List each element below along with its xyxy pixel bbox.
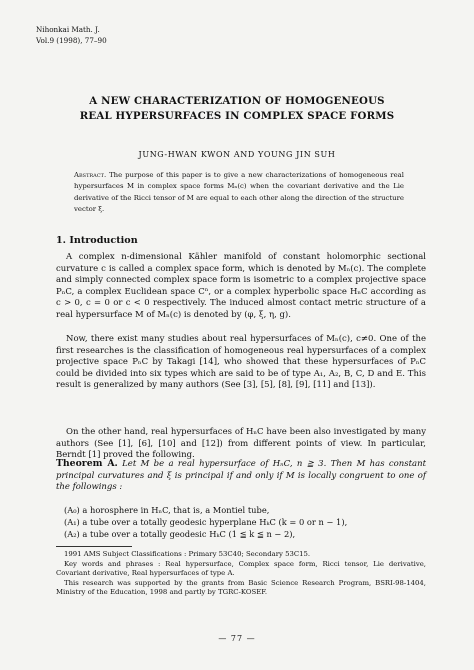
section-heading: 1. Introduction	[56, 235, 138, 246]
abstract-label: Abstract.	[74, 171, 107, 179]
paragraph-1: A complex n-dimensional Kähler manifold of constant holomorphic sectional curvature c is called a complex space form, which is denoted by Mₙ(c). The complete and simply connected complex space form is isometric to a complex projective space PₙC, a complex Euclidean space Cⁿ, or a complex hyperbolic space HₙC according as c > 0, c = 0 or c < 0 respectively. The induced almost contact metric structure of a real hypersurface M of Mₙ(c) is denoted by (φ, ξ, η, g).	[56, 252, 426, 320]
case-a2: (A₂) a tube over a totally geodesic HₖC (1 ≦ k ≦ n − 2),	[64, 529, 296, 540]
theorem-cases	[56, 504, 426, 541]
page-number: — 77 —	[218, 634, 256, 643]
journal-volume: Vol.9 (1998), 77–90	[36, 36, 107, 45]
case-a1: (A₁) a tube over a totally geodesic hyperplane HₖC (k = 0 or n − 1),	[64, 517, 348, 528]
case-a0: (A₀) a horosphere in HₙC, that is, a Montiel tube,	[64, 505, 270, 515]
paragraph-2: Now, there exist many studies about real hypersurfaces of Mₙ(c), c≠0. One of the first researches is the classification of homogeneous real hypersurfaces of a complex projective space PₙC by Takagi [14], who showed that these hypersurfaces of PₙC could be divided into six types which are said to be of type A₁, A₂, B, C, D and E. This result is generalized by many authors (See [3], [5], [8], [9], [11] and [13]).	[56, 334, 426, 391]
abstract	[74, 170, 404, 216]
theorem-label: Theorem A.	[56, 458, 118, 469]
theorem-body: Let M be a real hypersurface of HₙC, n ≧ 3. Then M has constant principal curvatures and ξ is principal if and only if M is locally congruent to one of the followings :	[56, 459, 427, 493]
journal-name: Nihonkai Math. J.	[36, 25, 100, 34]
footnotes	[56, 550, 426, 598]
footnote-funding: This research was supported by the grants from Basic Science Research Program, BSRI-98-1404, Ministry of the Education, 1998 and partly by TGRC-KOSEF.	[56, 578, 426, 597]
journal-header	[36, 24, 107, 46]
footnote-divider	[56, 546, 132, 547]
abstract-text: The purpose of this paper is to give a new characterizations of homogeneous real hypersurfaces M in complex space forms Mₙ(c) when the covariant derivative and the Lie derivative of the Ricci tensor of M are equal to each other along the direction of the structure vector ξ.	[74, 171, 404, 214]
footnote-classification: 1991 AMS Subject Classifications : Primary 53C40; Secondary 53C15.	[64, 550, 311, 558]
footnote-keywords: Key words and phrases : Real hypersurface, Complex space form, Ricci tensor, Lie derivative, Covariant derivative, Real hypersurfaces of type A.	[56, 559, 426, 578]
author-names: JUNG-HWAN KWON AND YOUNG JIN SUH	[138, 150, 336, 159]
theorem-a	[56, 458, 426, 494]
title-line-2: REAL HYPERSURFACES IN COMPLEX SPACE FORMS	[79, 110, 395, 122]
paragraph-3: On the other hand, real hypersurfaces of HₙC have been also investigated by many authors (See [1], [6], [10] and [12]) from different points of view. In particular, Berndt [1] proved the following.	[56, 427, 426, 461]
title-line-1: A NEW CHARACTERIZATION OF HOMOGENEOUS	[89, 95, 385, 107]
paper-title	[0, 94, 474, 124]
